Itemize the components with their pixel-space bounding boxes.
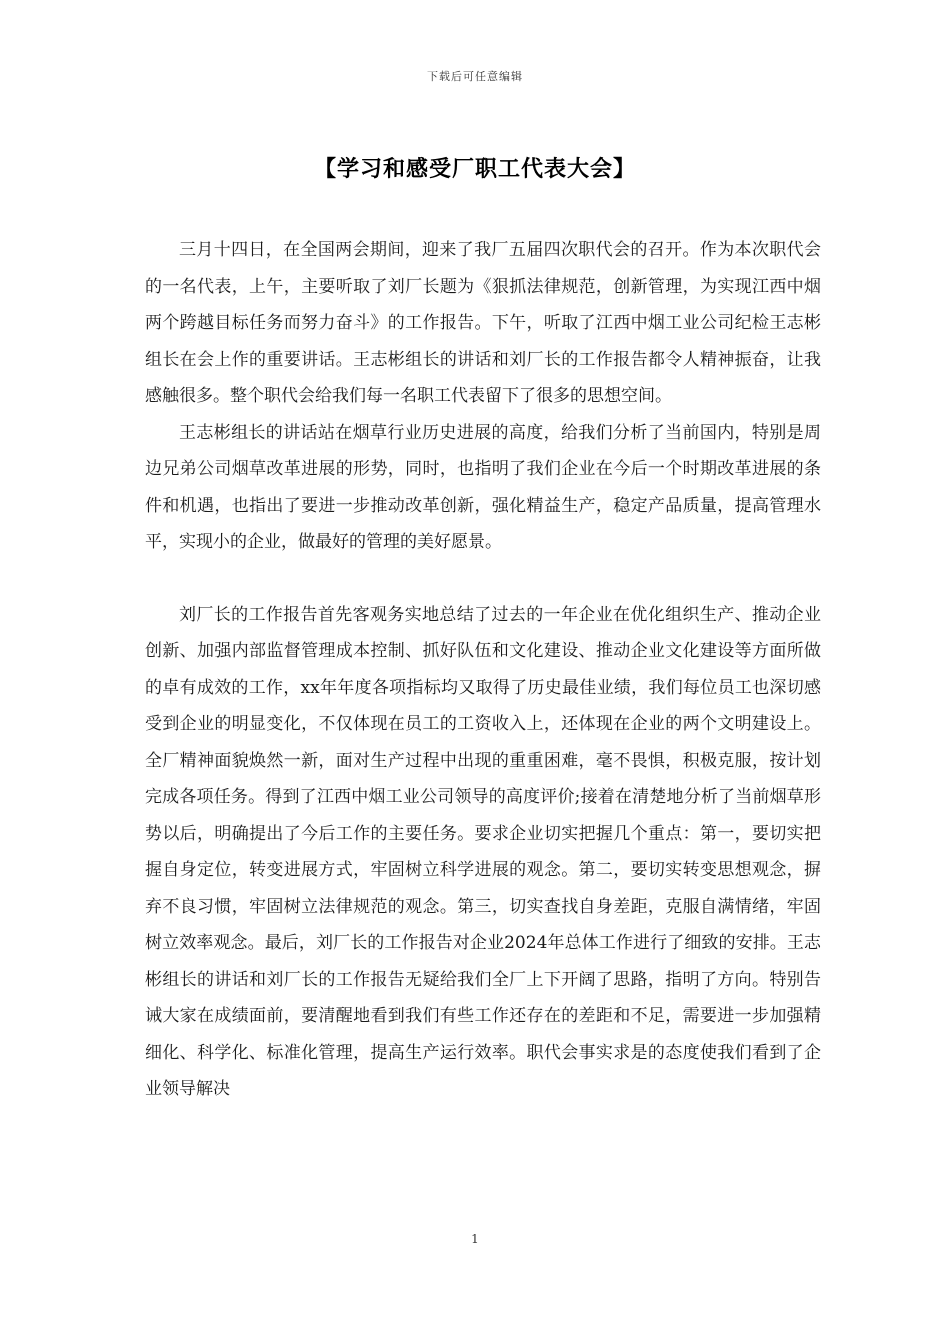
paragraph-2: 王志彬组长的讲话站在烟草行业历史进展的高度，给我们分析了当前国内，特别是周边兄弟公司烟草改革进展的形势，同时，也指明了我们企业在今后一个时期改革进展的条件和机遇，也指出了要进一步推动改革创新，强化精益生产，稳定产品质量，提高管理水平，实现小的企业，做最好的管理的美好愿景。 [145,422,821,552]
page-header-note: 下载后可任意编辑 [427,70,523,83]
page-number: 1 [471,1232,479,1246]
document-title: 【学习和感受厂职工代表大会】 [313,156,636,182]
paragraph-1: 三月十四日，在全国两会期间，迎来了我厂五届四次职代会的召开。作为本次职代会的一名代表，上午，主要听取了刘厂长题为《狠抓法律规范，创新管理，为实现江西中烟两个跨越目标任务而努力奋斗》的工作报告。下午，听取了江西中烟工业公司纪检王志彬组长在会上作的重要讲话。王志彬组长的讲话和刘厂长的工作报告都令人精神振奋，让我感触很多。整个职代会给我们每一名职工代表留下了很多的思想空间。 [145,240,821,406]
paragraph-spacer [145,561,821,597]
paragraph-3: 刘厂长的工作报告首先客观务实地总结了过去的一年企业在优化组织生产、推动企业创新、加强内部监督管理成本控制、抓好队伍和文化建设、推动企业文化建设等方面所做的卓有成效的工作，xx年年度各项指标均又取得了历史最佳业绩，我们每位员工也深切感受到企业的明显变化，不仅体现在员工的工资收入上，还体现在企业的两个文明建设上。全厂精神面貌焕然一新，面对生产过程中出现的重重困难，毫不畏惧，积极克服，按计划完成各项任务。得到了江西中烟工业公司领导的高度评价;接着在清楚地分析了当前烟草形势以后，明确提出了今后工作的主要任务。要求企业切实把握几个重点：第一，要切实把握自身定位，转变进展方式，牢固树立科学进展的观念。第二，要切实转变思想观念，摒弃不良习惯，牢固树立法律规范的观念。第三，切实查找自身差距，克服自满情绪，牢固树立效率观念。最后，刘厂长的工作报告对企业2024年总体工作进行了细致的安排。王志彬组长的讲话和刘厂长的工作报告无疑给我们全厂上下开阔了思路，指明了方向。特别告诫大家在成绩面前，要清醒地看到我们有些工作还存在的差距和不足，需要进一步加强精细化、科学化、标准化管理，提高生产运行效率。职代会事实求是的态度使我们看到了企业领导解决 [145,604,821,1099]
document-body [145,232,821,1108]
